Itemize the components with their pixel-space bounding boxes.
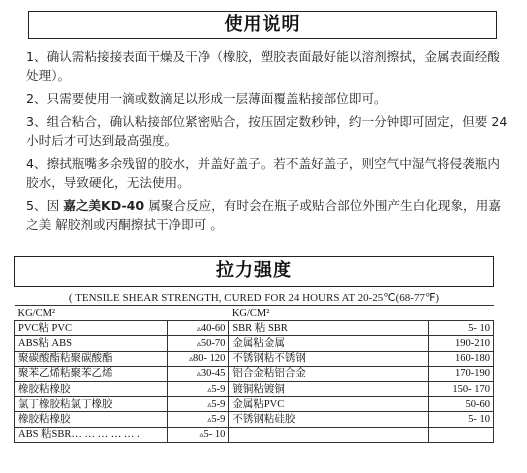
left-value-text: 5-9 xyxy=(211,398,226,410)
table-row xyxy=(15,412,494,427)
left-material-text: 橡胶粘橡胶 xyxy=(18,413,71,425)
usage-step-4: 4、擦拭瓶嘴多余残留的胶水，并盖好盖子。若不盖好盖子，则空气中湿气将侵袭瓶内胶水，导致硬化，无法使用。 xyxy=(26,156,500,190)
left-value xyxy=(168,381,229,396)
table-row xyxy=(15,366,494,381)
right-value xyxy=(428,427,493,442)
strength-subtitle: ( TENSILE SHEAR STRENGTH, CURED FOR 24 HOURS AT 20-25℃(68-77℉) xyxy=(68,292,440,304)
left-material-text: PVC粘 PVC xyxy=(18,322,72,334)
left-material xyxy=(15,321,168,336)
left-material xyxy=(15,427,168,442)
usage-step-1: 1、确认需粘接接表面干燥及干净（橡胶，塑胶表面最好能以溶剂擦拭，金属表面经酸处理）。 xyxy=(26,49,500,83)
left-material xyxy=(15,397,168,412)
right-material xyxy=(229,427,428,442)
unit-right: KG/CM² xyxy=(229,306,428,321)
triangle-icon: ▵ xyxy=(207,384,212,394)
left-material xyxy=(15,366,168,381)
right-material xyxy=(229,321,428,336)
right-material xyxy=(229,397,428,412)
right-material-text: 铝合金粘铝合金 xyxy=(232,368,306,380)
right-material-text: 不锈钢粘不锈钢 xyxy=(232,353,306,365)
triangle-icon: ▵ xyxy=(199,430,204,440)
triangle-icon: ▵ xyxy=(196,338,201,348)
left-value-text: 5- 10 xyxy=(203,429,226,441)
left-value xyxy=(168,321,229,336)
left-material xyxy=(15,351,168,366)
right-value xyxy=(428,397,493,412)
table-row xyxy=(15,397,494,412)
triangle-icon: ▵ xyxy=(196,369,201,379)
right-value xyxy=(428,381,493,396)
usage-step-3: 3、组合粘合，确认粘接部位紧密贴合，按压固定数秒钟，约一分钟即可固定，但要 24小时后才可达到最高强度。 xyxy=(26,114,508,148)
right-material-text: SBR 粘 SBR xyxy=(232,322,288,334)
strength-table xyxy=(14,305,494,443)
left-value-text: 40-60 xyxy=(200,322,226,334)
left-material-text: 橡胶粘橡胶 xyxy=(18,383,71,395)
right-material-text: 不锈钢粘硅胶 xyxy=(232,413,296,425)
left-value xyxy=(168,366,229,381)
table-row xyxy=(15,336,494,351)
right-material-text: 金属粘PVC xyxy=(232,398,285,410)
table-row xyxy=(15,351,494,366)
header-spacer xyxy=(428,306,493,321)
left-material-text: 聚碳酸酯粘聚碳酸酯 xyxy=(18,353,113,365)
usage-instructions xyxy=(26,47,512,238)
right-value-text: 150- 170 xyxy=(452,383,490,395)
right-value-text: 160-180 xyxy=(455,353,490,365)
brand-name: 嘉之美KD-40 xyxy=(63,198,145,213)
right-material xyxy=(229,351,428,366)
right-value-text: 5- 10 xyxy=(468,322,490,334)
left-value xyxy=(168,427,229,442)
unit-left: KG/CM² xyxy=(15,306,168,321)
left-material xyxy=(15,336,168,351)
left-material-text: ABS 粘SBR… … … … … . xyxy=(18,429,140,441)
right-value xyxy=(428,336,493,351)
usage-step-5 xyxy=(26,196,512,234)
left-material xyxy=(15,412,168,427)
left-value xyxy=(168,397,229,412)
table-row xyxy=(15,427,494,442)
left-value xyxy=(168,336,229,351)
right-value-text: 170-190 xyxy=(455,368,490,380)
right-value xyxy=(428,412,493,427)
right-material xyxy=(229,366,428,381)
right-value-text: 50-60 xyxy=(465,398,490,410)
triangle-icon: ▵ xyxy=(207,399,212,409)
right-material xyxy=(229,381,428,396)
right-material-text: 镀铜粘镀铜 xyxy=(232,383,285,395)
triangle-icon: ▵ xyxy=(196,323,201,333)
strength-title: 拉力强度 xyxy=(14,256,494,287)
right-value-text: 190-210 xyxy=(455,337,490,349)
table-row xyxy=(15,381,494,396)
left-value xyxy=(168,351,229,366)
right-material xyxy=(229,336,428,351)
left-material-text: 氯丁橡胶粘氯丁橡胶 xyxy=(18,398,113,410)
right-value xyxy=(428,366,493,381)
left-value-text: 80- 120 xyxy=(192,353,226,365)
left-material xyxy=(15,381,168,396)
step5-prefix: 5、因 xyxy=(26,198,64,213)
left-value xyxy=(168,412,229,427)
right-material-text: 金属粘金属 xyxy=(232,337,285,349)
usage-step-2: 2、只需要使用一滴或数滴足以形成一层薄面覆盖粘接部位即可。 xyxy=(26,91,387,106)
left-value-text: 5-9 xyxy=(211,383,226,395)
left-value-text: 50-70 xyxy=(200,337,226,349)
right-value xyxy=(428,351,493,366)
header-spacer xyxy=(168,306,229,321)
left-material-text: ABS粘 ABS xyxy=(18,337,72,349)
triangle-icon: ▵ xyxy=(207,414,212,424)
step5-text: 属聚合反应，有时会在瓶子或贴合部位外围产生白化现象，用嘉之美 解胶剂或丙酮擦拭干净即可 。 xyxy=(26,198,501,232)
table-row xyxy=(15,321,494,336)
usage-title: 使用说明 xyxy=(28,11,497,39)
left-value-text: 30-45 xyxy=(200,368,226,380)
right-value xyxy=(428,321,493,336)
right-value-text: 5- 10 xyxy=(468,413,490,425)
left-material-text: 聚苯乙烯粘聚苯乙烯 xyxy=(18,368,113,380)
right-material xyxy=(229,412,428,427)
table-header-row xyxy=(15,306,494,321)
left-value-text: 5-9 xyxy=(211,413,226,425)
triangle-icon: ▵ xyxy=(188,354,193,364)
